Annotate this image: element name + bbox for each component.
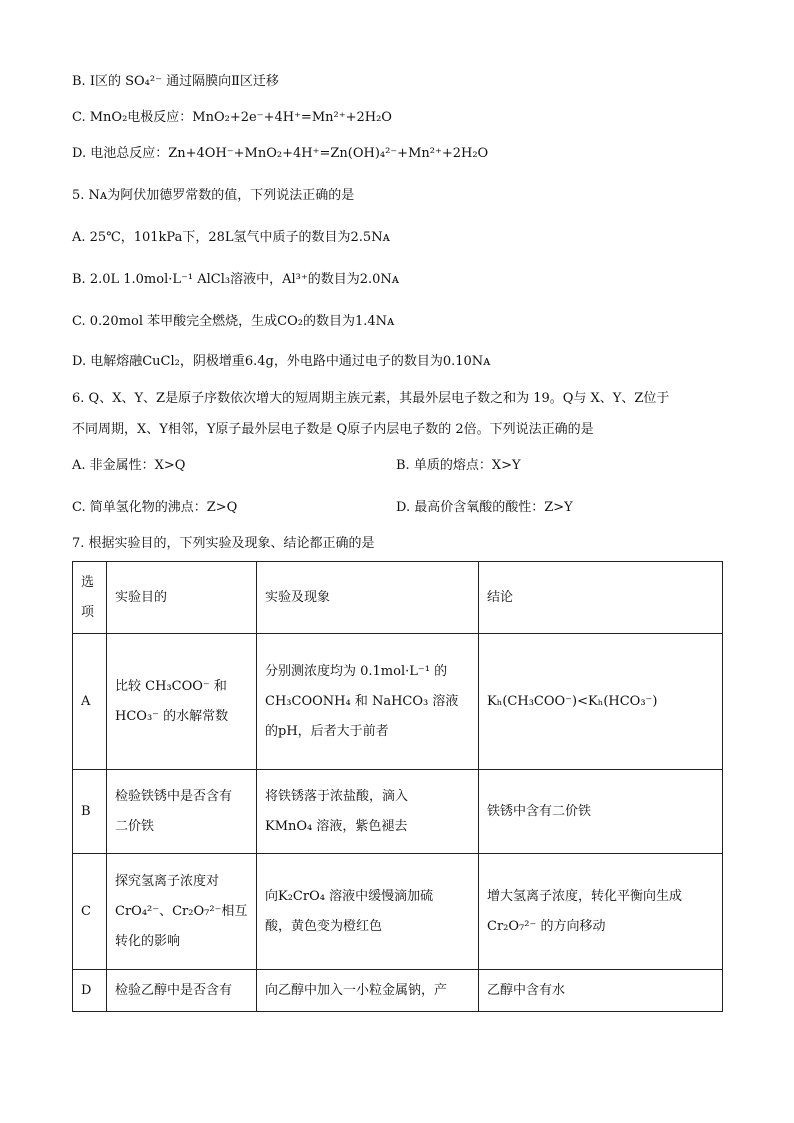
row-procedure: 向乙醇中加入一小粒金属钠，产 <box>257 970 479 1012</box>
row-procedure: 将铁锈落于浓盐酸，滴入 KMnO₄ 溶液，紫色褪去 <box>257 770 479 854</box>
row-purpose: 检验铁锈中是否含有 二价铁 <box>107 770 257 854</box>
row-conclusion: 增大氢离子浓度，转化平衡向生成 Cr₂O₇²⁻ 的方向移动 <box>479 854 723 970</box>
q5-option-a: A. 25℃，101kPa下，28L氢气中质子的数目为2.5Nᴀ <box>72 230 390 245</box>
q4-option-d: D. 电池总反应：Zn+4OH⁻+MnO₂+4H⁺=Zn(OH)₄²⁻+Mn²⁺+2H₂O <box>72 146 489 161</box>
row-option: B <box>73 770 107 854</box>
row-conclusion: 乙醇中含有水 <box>479 970 723 1012</box>
table-row <box>73 770 723 854</box>
q7-stem: 7. 根据实验目的，下列实验及现象、结论都正确的是 <box>72 536 375 551</box>
q5-option-c: C. 0.20mol 苯甲酸完全燃烧，生成CO₂的数目为1.4Nᴀ <box>72 314 395 329</box>
q6-option-d: D. 最高价含氧酸的酸性：Z>Y <box>396 500 573 515</box>
row-purpose: 比较 CH₃COO⁻ 和 HCO₃⁻ 的水解常数 <box>107 634 257 770</box>
table-header-row <box>73 562 723 634</box>
row-conclusion: 铁锈中含有二价铁 <box>479 770 723 854</box>
table-row <box>73 634 723 770</box>
table-row <box>73 970 723 1012</box>
q4-option-b: B. Ⅰ区的 SO₄²⁻ 通过隔膜向Ⅱ区迁移 <box>72 74 279 89</box>
row-purpose: 检验乙醇中是否含有 <box>107 970 257 1012</box>
row-option: A <box>73 634 107 770</box>
q6-option-b: B. 单质的熔点：X>Y <box>396 458 521 473</box>
header-procedure: 实验及现象 <box>257 562 479 634</box>
header-conclusion: 结论 <box>479 562 723 634</box>
q6-stem-line1: 6. Q、X、Y、Z是原子序数依次增大的短周期主族元素，其最外层电子数之和为 19。Q与 X、Y、Z位于 <box>72 391 670 406</box>
header-option: 选 项 <box>73 562 107 634</box>
row-purpose: 探究氢离子浓度对 CrO₄²⁻、Cr₂O₇²⁻相互 转化的影响 <box>107 854 257 970</box>
row-procedure: 向K₂CrO₄ 溶液中缓慢滴加硫 酸，黄色变为橙红色 <box>257 854 479 970</box>
q6-option-a: A. 非金属性：X>Q <box>72 458 186 473</box>
row-procedure: 分别测浓度均为 0.1mol·L⁻¹ 的 CH₃COONH₄ 和 NaHCO₃ 溶液 的pH，后者大于前者 <box>257 634 479 770</box>
row-conclusion: Kₕ(CH₃COO⁻)<Kₕ(HCO₃⁻) <box>479 634 723 770</box>
q5-stem: 5. Nᴀ为阿伏加德罗常数的值，下列说法正确的是 <box>72 188 355 203</box>
q6-stem-line2: 不同周期，X、Y相邻，Y原子最外层电子数是 Q原子内层电子数的 2倍。下列说法正确的是 <box>72 422 594 437</box>
q5-option-d: D. 电解熔融CuCl₂，阴极增重6.4g，外电路中通过电子的数目为0.10Nᴀ <box>72 354 491 369</box>
row-option: C <box>73 854 107 970</box>
q6-option-c: C. 简单氢化物的沸点：Z>Q <box>72 500 238 515</box>
header-purpose: 实验目的 <box>107 562 257 634</box>
row-option: D <box>73 970 107 1012</box>
q5-option-b: B. 2.0L 1.0mol·L⁻¹ AlCl₃溶液中，Al³⁺的数目为2.0Nᴀ <box>72 272 400 287</box>
experiment-table <box>72 561 723 1012</box>
q4-option-c: C. MnO₂电极反应：MnO₂+2e⁻+4H⁺=Mn²⁺+2H₂O <box>72 110 392 125</box>
table-row <box>73 854 723 970</box>
